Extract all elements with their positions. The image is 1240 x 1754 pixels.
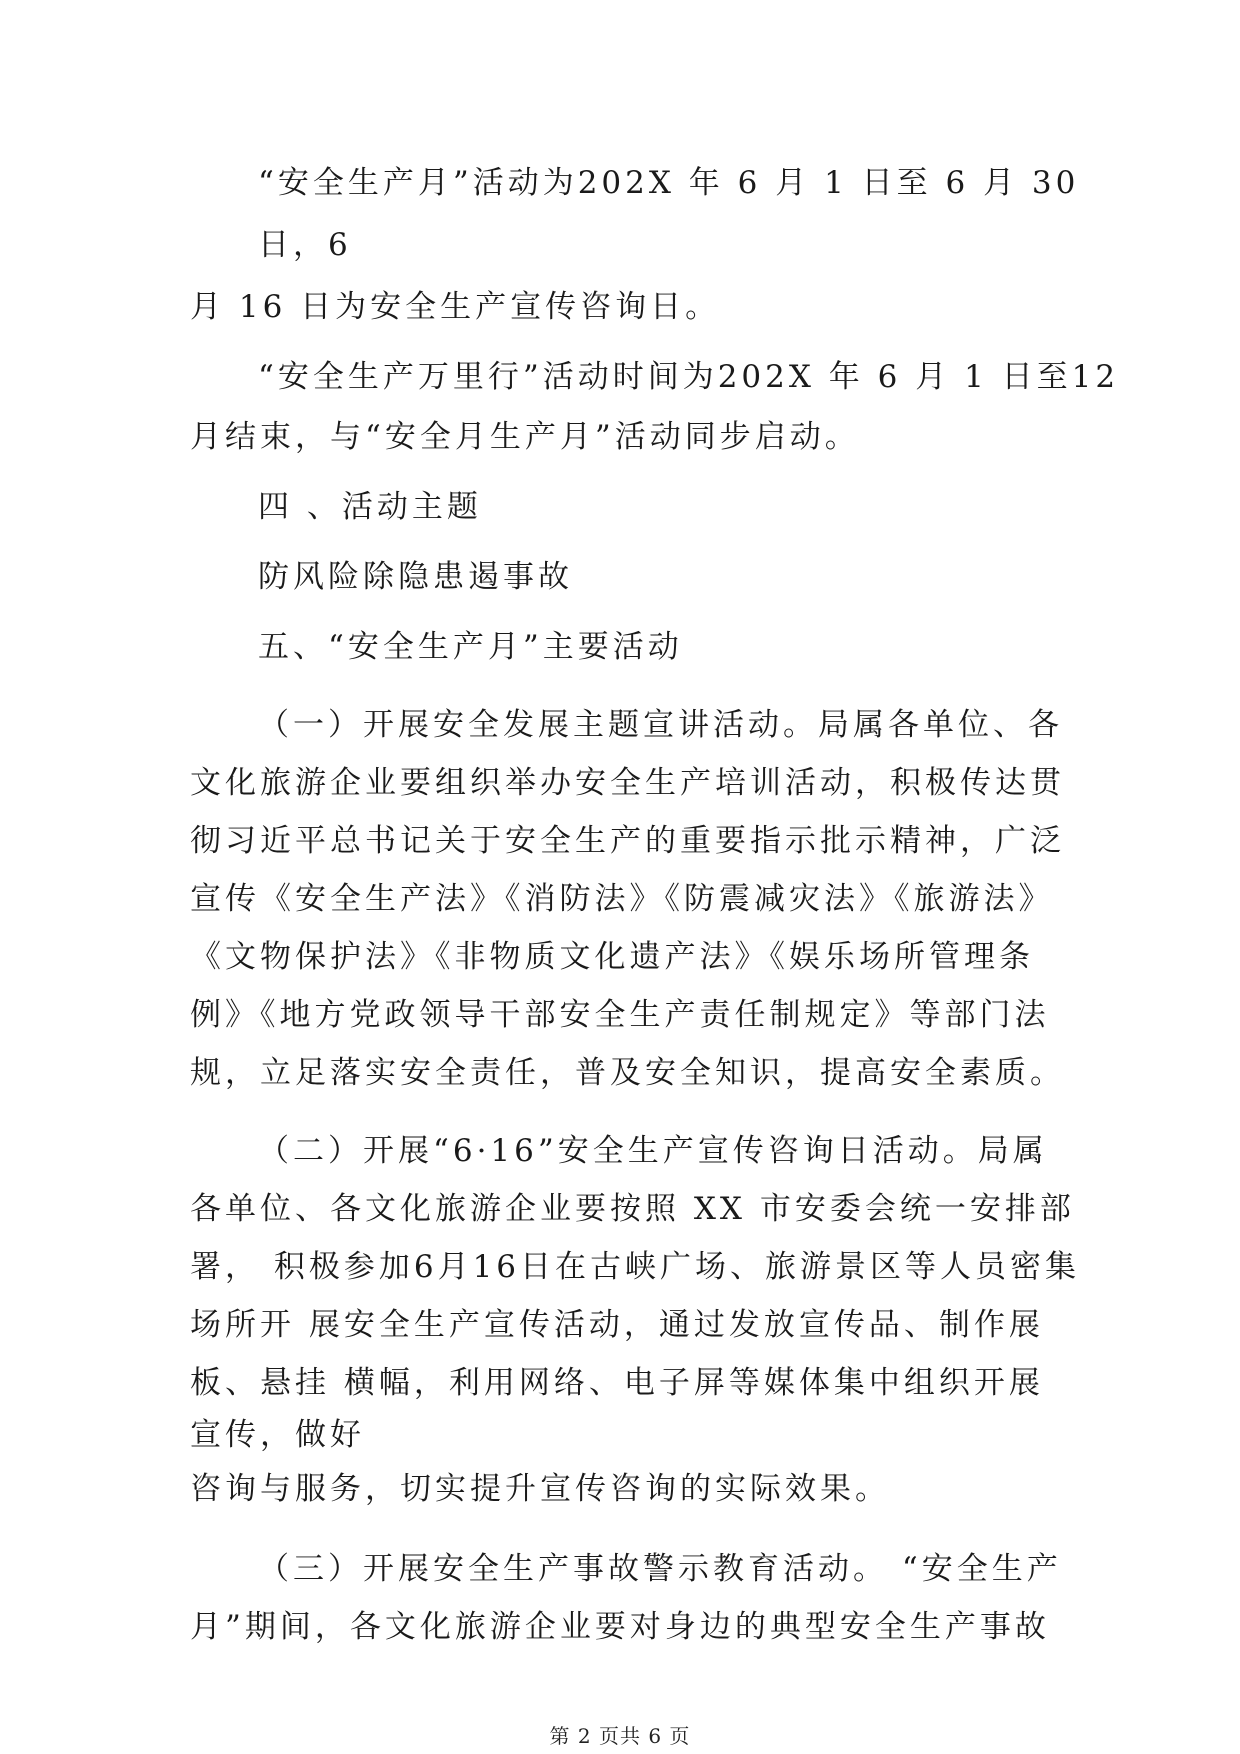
text-line: （二）开展“6·16”安全生产宣传咨询日活动。局属: [258, 1133, 1048, 1169]
text-line: 各单位、各文化旅游企业要按照 XX 市安委会统一安排部: [190, 1191, 1075, 1227]
text-line: 宣传，做好: [190, 1417, 365, 1453]
text-line: 署， 积极参加6月16日在古峡广场、旅游景区等人员密集: [190, 1249, 1081, 1285]
section-heading: 五、“安全生产月”主要活动: [258, 629, 683, 665]
text-line: 场所开 展安全生产宣传活动，通过发放宣传品、制作展: [190, 1307, 1044, 1343]
page-footer: 第 2 页共 6 页: [549, 1724, 691, 1748]
text-line: 日，6: [258, 227, 352, 263]
text-line: 咨询与服务，切实提升宣传咨询的实际效果。: [190, 1471, 890, 1507]
text-line: “安全生产万里行”活动时间为202X 年 6 月 1 日至12: [258, 359, 1120, 395]
text-line: 规，立足落实安全责任，普及安全知识，提高安全素质。: [190, 1055, 1065, 1091]
text-line: 例》《地方党政领导干部安全生产责任制规定》等部门法: [190, 997, 1050, 1033]
text-line: 彻习近平总书记关于安全生产的重要指示批示精神，广泛: [190, 823, 1065, 859]
text-line: 月 16 日为安全生产宣传咨询日。: [190, 289, 721, 325]
text-line: 宣传《安全生产法》《消防法》《防震减灾法》《旅游法》: [190, 881, 1054, 917]
text-line: 月”期间，各文化旅游企业要对身边的典型安全生产事故: [190, 1609, 1050, 1645]
text-line: （三）开展安全生产事故警示教育活动。 “安全生产: [258, 1551, 1062, 1587]
text-line: 月结束，与“安全月生产月”活动同步启动。: [190, 419, 860, 455]
section-heading: 四 、活动主题: [258, 489, 482, 525]
text-line: 板、悬挂 横幅，利用网络、电子屏等媒体集中组织开展: [190, 1365, 1044, 1401]
text-line: 防风险除隐患遏事故: [258, 559, 573, 595]
text-line: （一）开展安全发展主题宣讲活动。局属各单位、各: [258, 707, 1063, 743]
text-line: “安全生产月”活动为202X 年 6 月 1 日至 6 月 30: [258, 165, 1080, 201]
text-line: 文化旅游企业要组织举办安全生产培训活动，积极传达贯: [190, 765, 1065, 801]
text-line: 《文物保护法》《非物质文化遗产法》《娱乐场所管理条: [190, 939, 1034, 975]
